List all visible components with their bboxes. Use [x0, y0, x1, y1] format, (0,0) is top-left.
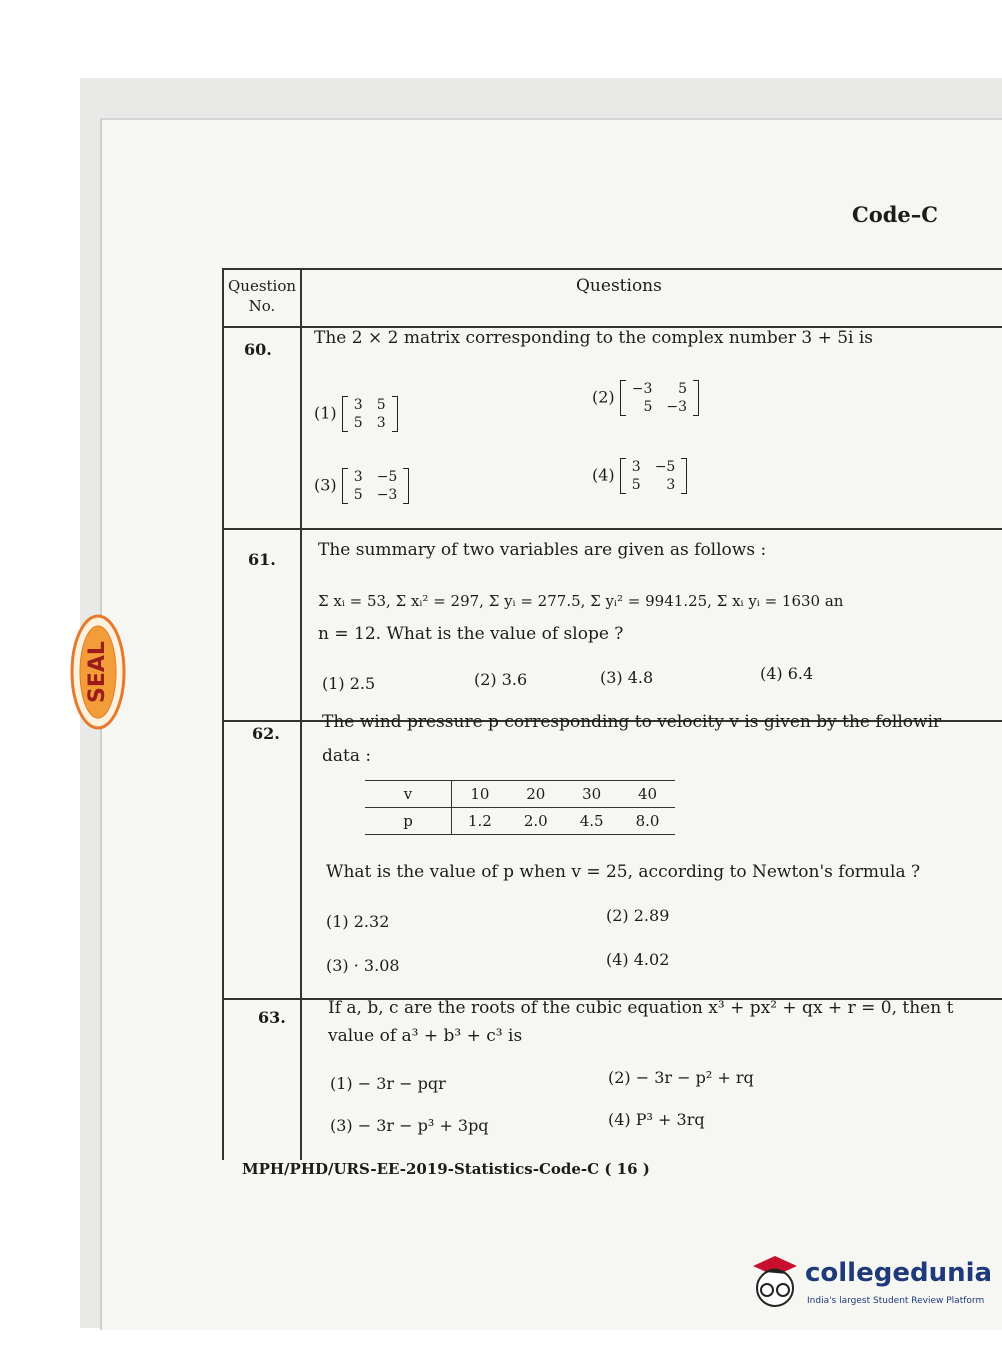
question-text: If a, b, c are the roots of the cubic equation x³ + px² + qx + r = 0, then t — [328, 998, 954, 1018]
header-questions: Questions — [576, 276, 662, 296]
table-cell: 20 — [508, 781, 564, 808]
question-text: The 2 × 2 matrix corresponding to the complex number 3 + 5i is — [314, 328, 874, 348]
seal-text: SEAL — [85, 641, 110, 703]
option-label: (3) — [314, 475, 337, 495]
matrix: −3 5 5 −3 — [620, 380, 699, 416]
header-question-no: Question No. — [228, 277, 297, 315]
table-cell: p — [365, 808, 452, 835]
table-cell: 30 — [564, 781, 620, 808]
option-2: (2) 3.6 — [474, 670, 528, 689]
seal-icon — [70, 612, 126, 732]
option-3: (3) · 3.08 — [326, 956, 400, 975]
option-4: (4) P³ + 3rq — [608, 1110, 705, 1129]
matrix: 3 −5 5 3 — [620, 458, 688, 494]
option-4 — [592, 458, 687, 494]
seal-stamp — [70, 612, 126, 732]
question-number: 63. — [258, 1008, 286, 1027]
question-text: The wind pressure p corresponding to velocity v is given by the followir — [322, 712, 942, 732]
table-cell: 8.0 — [620, 808, 676, 835]
mascot-icon — [745, 1252, 801, 1316]
question-number: 60. — [244, 340, 272, 359]
collegedunia-logo — [745, 1252, 993, 1322]
question-text-line2: data : — [322, 746, 372, 766]
option-1: (1) 2.5 — [322, 674, 376, 693]
option-2: (2) 2.89 — [606, 906, 670, 925]
option-label: (1) — [314, 403, 337, 423]
option-label: (4) — [592, 465, 615, 485]
option-4: (4) 4.02 — [606, 950, 670, 969]
option-2 — [592, 380, 699, 416]
option-4: (4) 6.4 — [760, 664, 814, 683]
question-text-line2: n = 12. What is the value of slope ? — [318, 624, 624, 644]
option-3: (3) 4.8 — [600, 668, 654, 687]
option-3 — [314, 468, 409, 504]
logo-tagline: India's largest Student Review Platform — [807, 1296, 985, 1306]
question-number: 61. — [248, 550, 276, 569]
question-text: What is the value of p when v = 25, according to Newton's formula ? — [326, 862, 921, 882]
summary-sums: Σ xᵢ = 53, Σ xᵢ² = 297, Σ yᵢ = 277.5, Σ yᵢ² = 9941.25, Σ xᵢ yᵢ = 1630 an — [318, 592, 844, 610]
table-cell: v — [365, 781, 452, 808]
table-row — [365, 808, 675, 835]
option-1 — [314, 396, 398, 432]
matrix: 3 5 5 3 — [342, 396, 398, 432]
table-cell: 10 — [452, 781, 508, 808]
table-cell: 1.2 — [452, 808, 508, 835]
question-number: 62. — [252, 724, 280, 743]
table-cell: 4.5 — [564, 808, 620, 835]
question-text-line2: value of a³ + b³ + c³ is — [328, 1026, 523, 1046]
table-cell: 2.0 — [508, 808, 564, 835]
option-3: (3) − 3r − p³ + 3pq — [330, 1116, 489, 1135]
logo-name: collegedunia — [805, 1258, 993, 1288]
matrix: 3 −5 5 −3 — [342, 468, 410, 504]
option-1: (1) − 3r − pqr — [330, 1074, 446, 1093]
table-header — [224, 270, 1002, 328]
option-2: (2) − 3r − p² + rq — [608, 1068, 754, 1087]
option-1: (1) 2.32 — [326, 912, 390, 931]
question-text: The summary of two variables are given as follows : — [318, 540, 767, 560]
option-label: (2) — [592, 387, 615, 407]
table-cell: 40 — [620, 781, 676, 808]
table-row — [365, 781, 675, 808]
row-divider — [224, 528, 1002, 530]
column-separator — [300, 270, 302, 1160]
page-footer: MPH/PHD/URS-EE-2019-Statistics-Code-C ( 16 ) — [242, 1160, 650, 1178]
code-label: Code–C — [852, 202, 938, 227]
velocity-pressure-table — [365, 780, 675, 835]
